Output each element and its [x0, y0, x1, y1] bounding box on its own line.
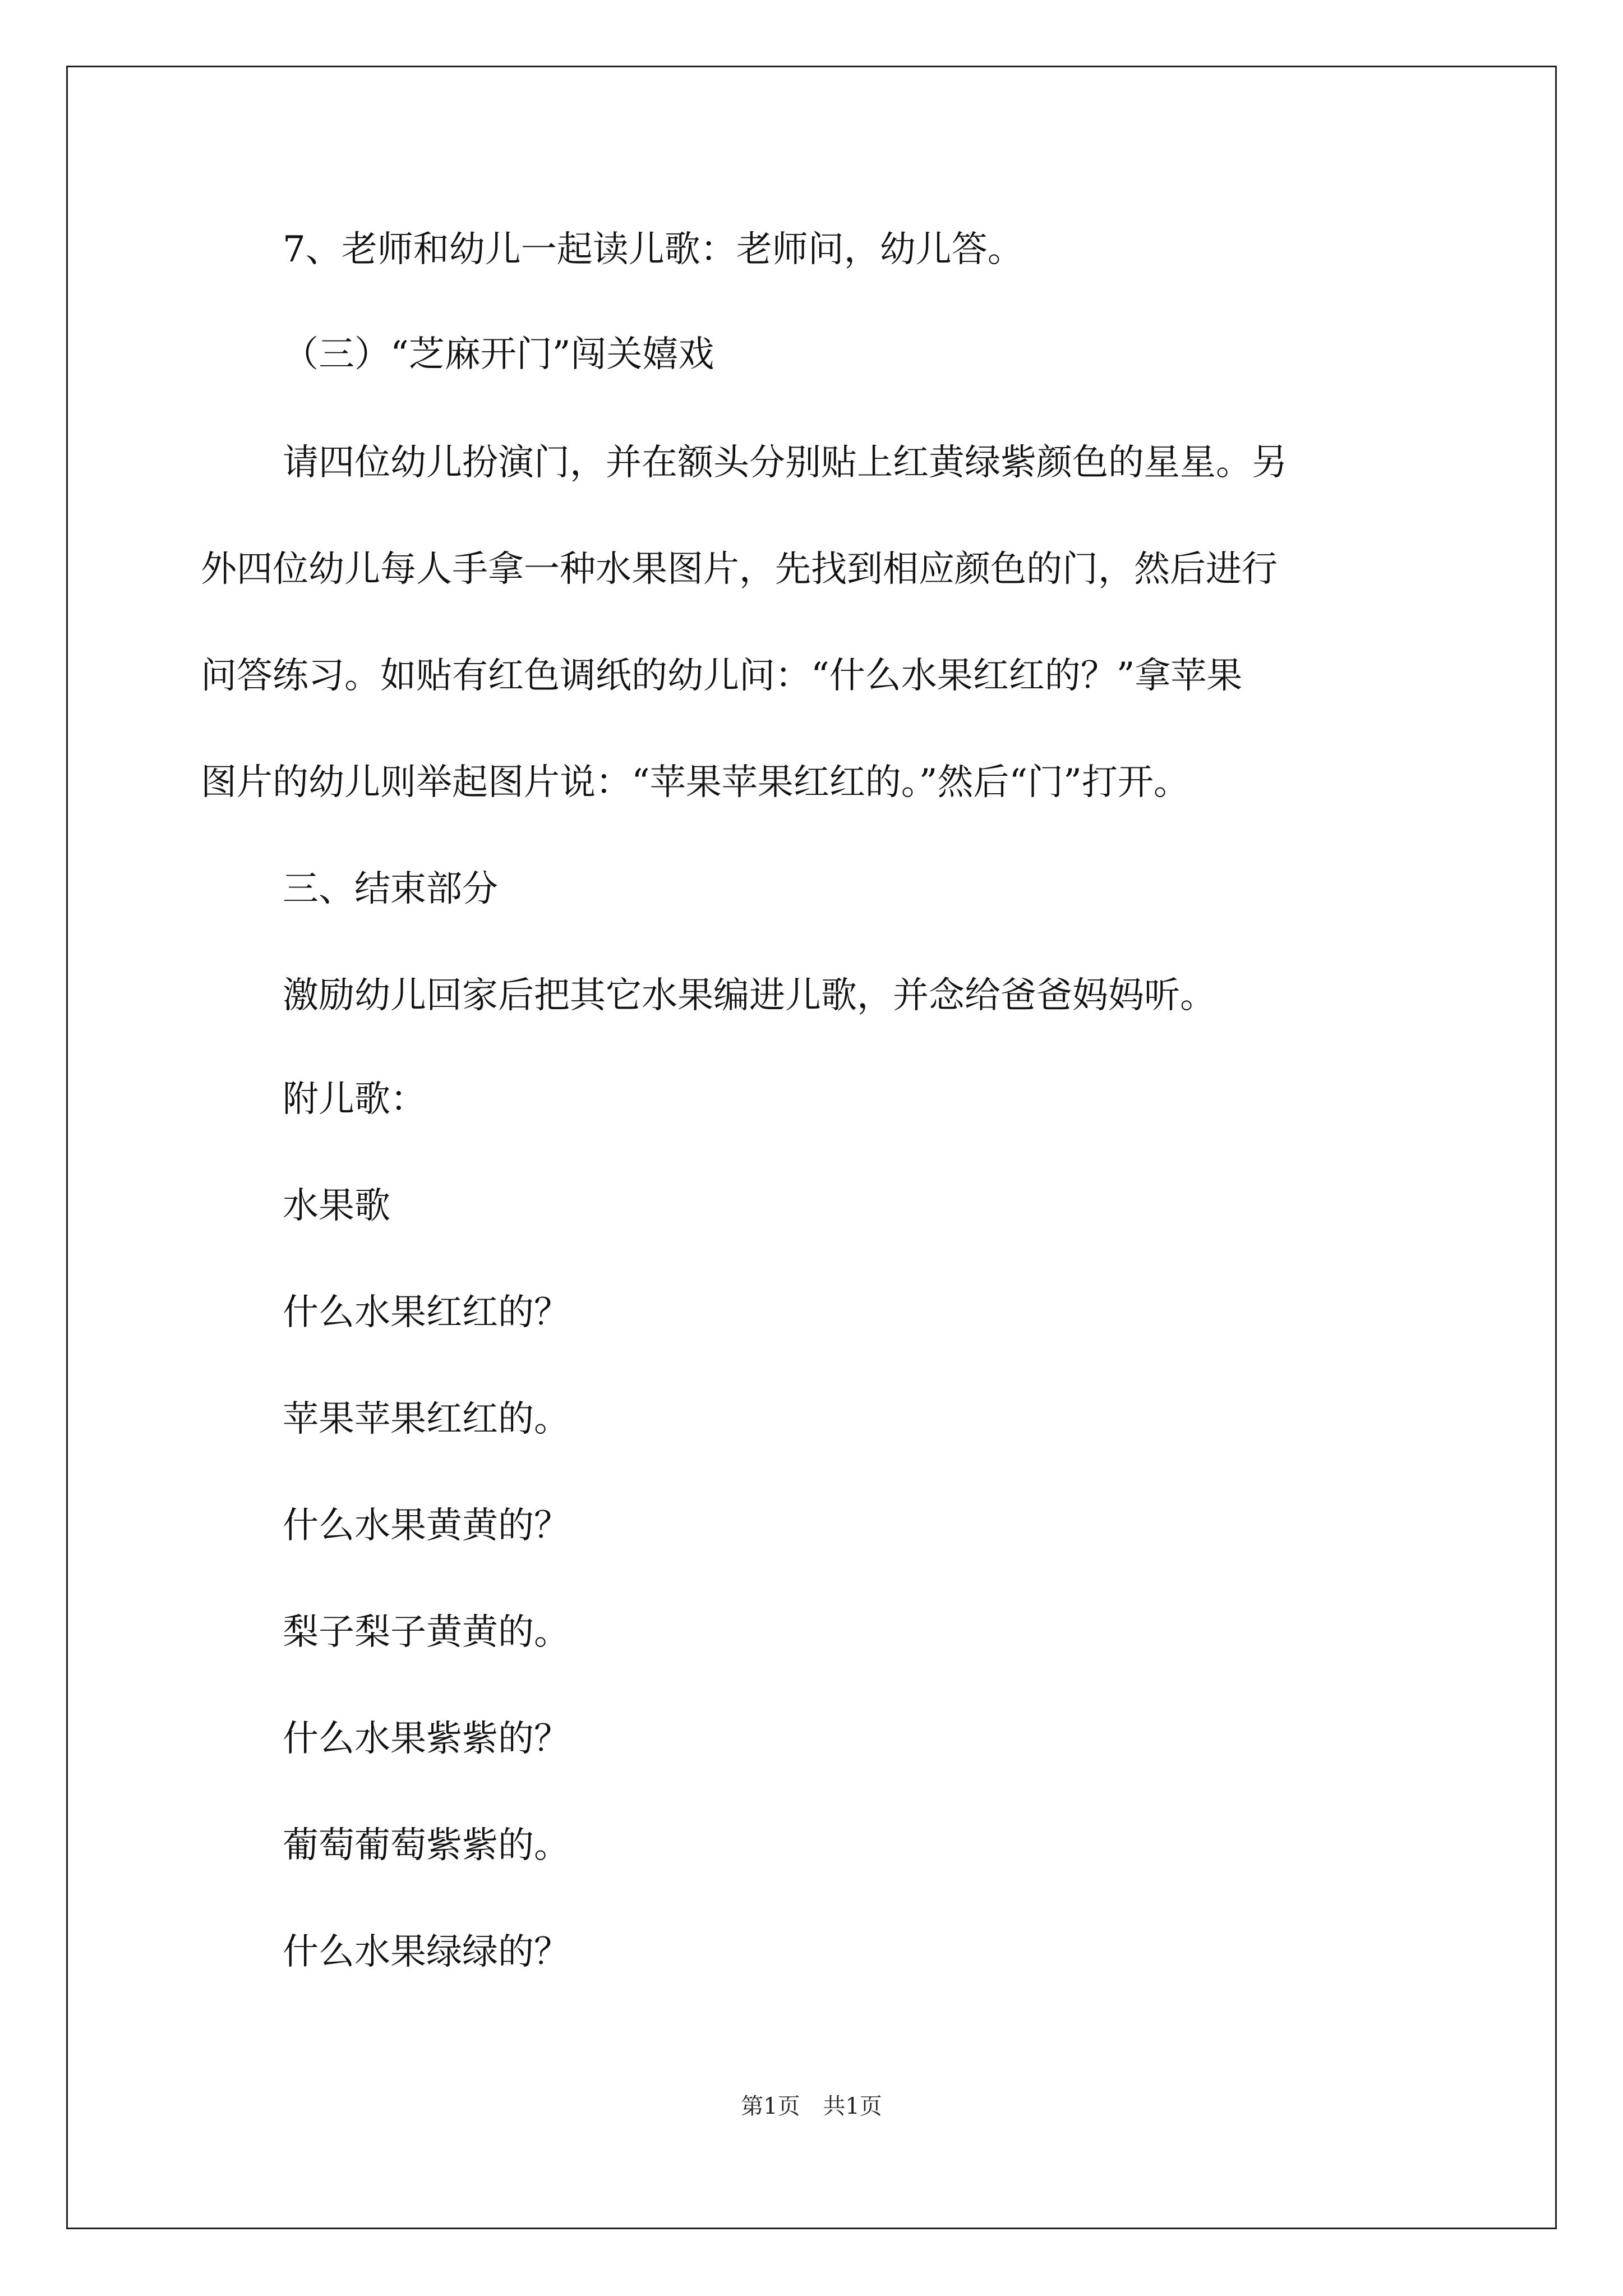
song-line: 苹果苹果红红的。 — [283, 1398, 570, 1440]
song-line: 什么水果黄黄的？ — [283, 1505, 570, 1547]
song-title: 水果歌 — [283, 1185, 390, 1227]
song-line: 什么水果紫紫的？ — [283, 1718, 570, 1760]
page-footer — [0, 2092, 1623, 2120]
page-border — [66, 66, 1557, 2229]
song-line: 葡萄葡萄紫紫的。 — [283, 1825, 570, 1866]
page-total: 共1页 — [823, 2093, 882, 2119]
song-line: 什么水果红红的？ — [283, 1292, 570, 1333]
paragraph-line: 附儿歌： — [283, 1079, 426, 1120]
paragraph-line: 7、老师和幼儿一起读儿歌：老师问，幼儿答。 — [283, 229, 1023, 270]
section-heading: （三）“芝麻开门”闯关嬉戏 — [283, 334, 714, 375]
song-line: 梨子梨子黄黄的。 — [283, 1612, 570, 1653]
paragraph-line: 问答练习。如贴有红色调纸的幼儿问：“什么水果红红的？”拿苹果 — [201, 655, 1243, 697]
paragraph-line: 图片的幼儿则举起图片说：“苹果苹果红红的。”然后“门”打开。 — [201, 762, 1189, 803]
song-line: 什么水果绿绿的？ — [283, 1931, 570, 1973]
paragraph-line: 请四位幼儿扮演门，并在额头分别贴上红黄绿紫颜色的星星。另 — [283, 442, 1288, 484]
page-number: 第1页 — [741, 2093, 800, 2119]
paragraph-line: 激励幼儿回家后把其它水果编进儿歌，并念给爸爸妈妈听。 — [283, 975, 1216, 1016]
paragraph-line: 外四位幼儿每人手拿一种水果图片，先找到相应颜色的门，然后进行 — [201, 549, 1278, 590]
section-heading: 三、结束部分 — [283, 868, 498, 910]
